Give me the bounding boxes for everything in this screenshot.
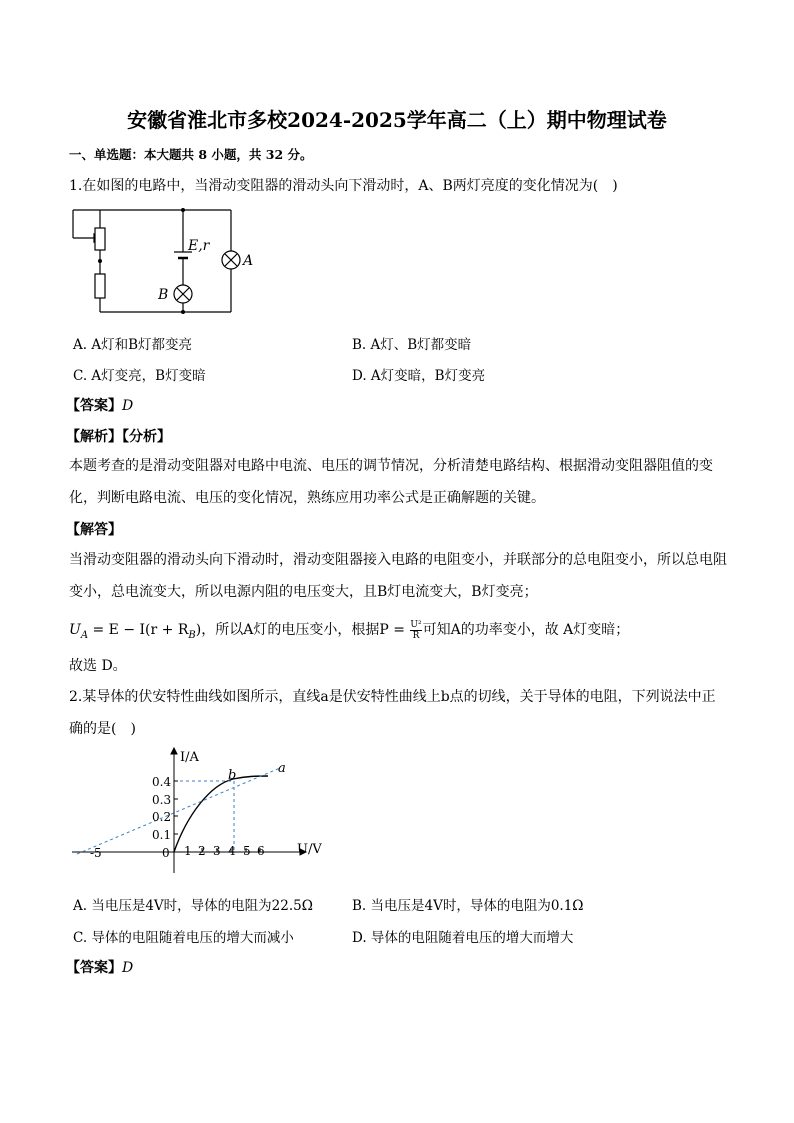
question-1-option-c: C. A灯变亮，B灯变暗 <box>73 368 206 384</box>
question-2-option-d: D. 导体的电阻随着电压的增大而增大 <box>352 930 574 946</box>
question-2-option-a: A. 当电压是4V时，导体的电阻为22.5Ω <box>73 898 313 914</box>
neg-tick: -5 <box>90 846 102 860</box>
question-1-option-b: B. A灯、B灯都变暗 <box>352 337 472 353</box>
answer-tag: 【答案】 <box>66 960 122 976</box>
fraction-denominator: R <box>412 630 420 641</box>
formula-tail: )，所以A灯的电压变小，根据P = <box>195 622 410 638</box>
answer-value: D <box>122 960 134 976</box>
question-2-stem-line2: 确的是( ) <box>69 721 136 737</box>
line-a-label: a <box>278 761 286 776</box>
circuit-diagram <box>68 204 268 320</box>
origin-label: 0 <box>162 846 170 860</box>
point-b-label: b <box>228 768 237 783</box>
question-1-formula-line <box>69 619 629 641</box>
question-1-stem <box>69 175 618 195</box>
formula-sub-a: A <box>80 629 89 641</box>
question-1-analysis: 本题考查的是滑动变阻器对电路中电流、电压的调节情况，分析清楚电路结构、根据滑动变阻器阻值的变化，判断电路电流、电压的变化情况，熟练应用功率公式是正确解题的关键。 <box>69 458 713 506</box>
question-1-option-a: A. A灯和B灯都变亮 <box>73 337 193 353</box>
x-tick-4: 4 <box>228 844 236 858</box>
formula-fraction <box>410 620 421 641</box>
formula-sub-b: B <box>188 629 196 641</box>
x-axis-label: U/V <box>297 842 322 857</box>
question-1-number: 1. <box>69 178 83 194</box>
question-1-conclusion: 故选 D。 <box>69 658 127 674</box>
y-axis-label: I/A <box>180 750 199 765</box>
x-tick-2: 2 <box>198 844 206 858</box>
question-1-text: 在如图的电路中，当滑动变阻器的滑动头向下滑动时，A、B两灯亮度的变化情况为( ) <box>82 178 618 194</box>
iv-curve-graph <box>72 745 332 875</box>
question-1-answer <box>66 395 133 415</box>
question-2-answer <box>66 957 133 977</box>
y-tick-0.1: 0.1 <box>152 828 172 842</box>
formula-mid: = E − I(r + R <box>88 622 189 638</box>
question-1-solution-tag: 【解答】 <box>66 522 122 538</box>
question-2-option-b: B. 当电压是4V时，导体的电阻为0.1Ω <box>352 898 584 914</box>
y-tick-0.3: 0.3 <box>152 793 172 807</box>
y-tick-0.2: 0.2 <box>152 810 172 824</box>
question-2-number: 2. <box>69 689 83 705</box>
lamp-b-label: B <box>158 287 169 303</box>
formula-end: 可知A的功率变小，故 A灯变暗； <box>422 622 630 638</box>
x-tick-1: 1 <box>184 844 192 858</box>
x-tick-3: 3 <box>213 844 221 858</box>
fraction-numerator: U² <box>410 619 422 630</box>
formula-u: U <box>69 622 81 638</box>
question-1-option-d: D. A灯变暗，B灯变亮 <box>352 368 486 384</box>
answer-value: D <box>122 398 134 414</box>
y-tick-0.4: 0.4 <box>152 775 172 789</box>
page-title: 安徽省淮北市多校2024-2025学年高二（上）期中物理试卷 <box>127 108 667 132</box>
lamp-a-label: A <box>243 253 254 269</box>
question-2-text: 某导体的伏安特性曲线如图所示，直线a是伏安特性曲线上b点的切线，关于导体的电阻，下列说法中正 <box>82 689 716 705</box>
question-1-solution: 当滑动变阻器的滑动头向下滑动时，滑动变阻器接入电路的电阻变小，并联部分的总电阻变小，所以总电阻变小，总电流变大，所以电源内阻的电压变大，且B灯电流变大，B灯变亮； <box>69 552 727 600</box>
question-2-option-c: C. 导体的电阻随着电压的增大而减小 <box>73 930 294 946</box>
section-heading: 一、单选题：本大题共 8 小题，共 32 分。 <box>69 147 313 162</box>
source-label: E,r <box>188 238 210 254</box>
x-tick-6: 6 <box>257 844 265 858</box>
x-tick-5: 5 <box>243 844 251 858</box>
question-1-analysis-tag: 【解析】【分析】 <box>66 429 171 445</box>
question-2-stem-line1 <box>69 686 716 706</box>
answer-tag: 【答案】 <box>66 398 122 414</box>
